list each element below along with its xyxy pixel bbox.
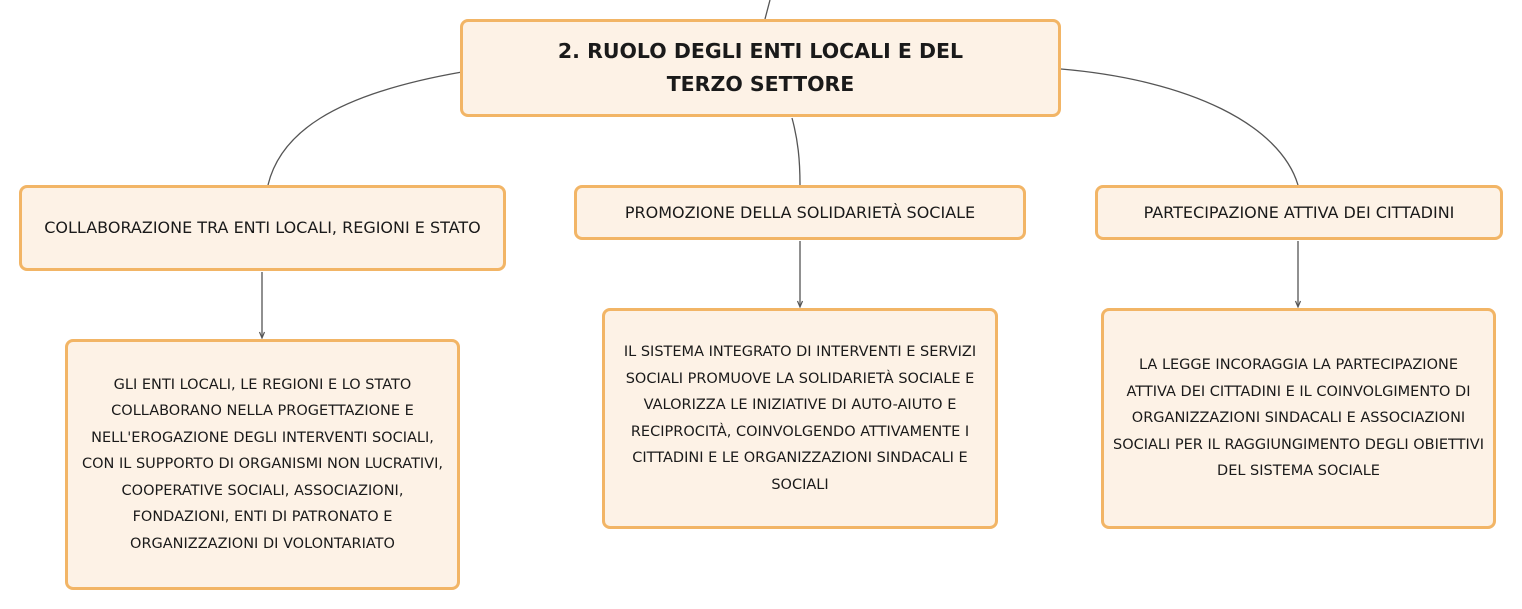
connector-root-to-branch-1 <box>268 72 462 185</box>
topic-label: PARTECIPAZIONE ATTIVA DEI CITTADINI <box>1143 202 1455 222</box>
topic-label: COLLABORAZIONE TRA ENTI LOCALI, REGIONI E STATO <box>44 218 481 237</box>
detail-node-collaborazione[interactable] <box>65 339 460 590</box>
detail-text: IL SISTEMA INTEGRATO DI INTERVENTI E SERVIZI SOCIALI PROMUOVE LA SOLIDARIETÀ SOCIALE E VALORIZZA LE INIZIATIVE DI AUTO-AIUTO E RECIPROCITÀ, COINVOLGENDO ATTIVAMENTE I CITTADINI E LE ORGANIZZAZIONI SINDACALI E SOCIALI <box>623 344 977 493</box>
root-topic-node[interactable] <box>460 19 1061 117</box>
topic-node-partecipazione[interactable] <box>1095 185 1503 240</box>
topic-node-collaborazione[interactable] <box>19 185 506 271</box>
detail-text: LA LEGGE INCORAGGIA LA PARTECIPAZIONE ATTIVA DEI CITTADINI E IL COINVOLGIMENTO DI ORGANIZZAZIONI SINDACALI E ASSOCIAZIONI SOCIALI PER IL RAGGIUNGIMENTO DEGLI OBIETTIVI DEL SISTEMA SOCIALE <box>1113 357 1484 480</box>
detail-node-solidarieta[interactable] <box>602 308 998 529</box>
connector-root-to-branch-3 <box>1061 69 1298 185</box>
connector-root-to-branch-2 <box>792 118 800 185</box>
root-topic-label: 2. RUOLO DEGLI ENTI LOCALI E DEL TERZO SETTORE <box>557 39 964 96</box>
topic-label: PROMOZIONE DELLA SOLIDARIETÀ SOCIALE <box>624 202 976 222</box>
detail-node-partecipazione[interactable] <box>1101 308 1496 529</box>
detail-text: GLI ENTI LOCALI, LE REGIONI E LO STATO COLLABORANO NELLA PROGETTAZIONE E NELL'EROGAZIONE DEGLI INTERVENTI SOCIALI, CON IL SUPPORTO DI ORGANISMI NON LUCRATIVI, COOPERATIVE SOCIALI, ASSOCIAZIONI, FONDAZIONI, ENTI DI PATRONATO E ORGANIZZAZIONI DI VOLONTARIATO <box>81 376 444 552</box>
connector-parent-to-root <box>765 0 770 19</box>
topic-node-solidarieta[interactable] <box>574 185 1026 240</box>
